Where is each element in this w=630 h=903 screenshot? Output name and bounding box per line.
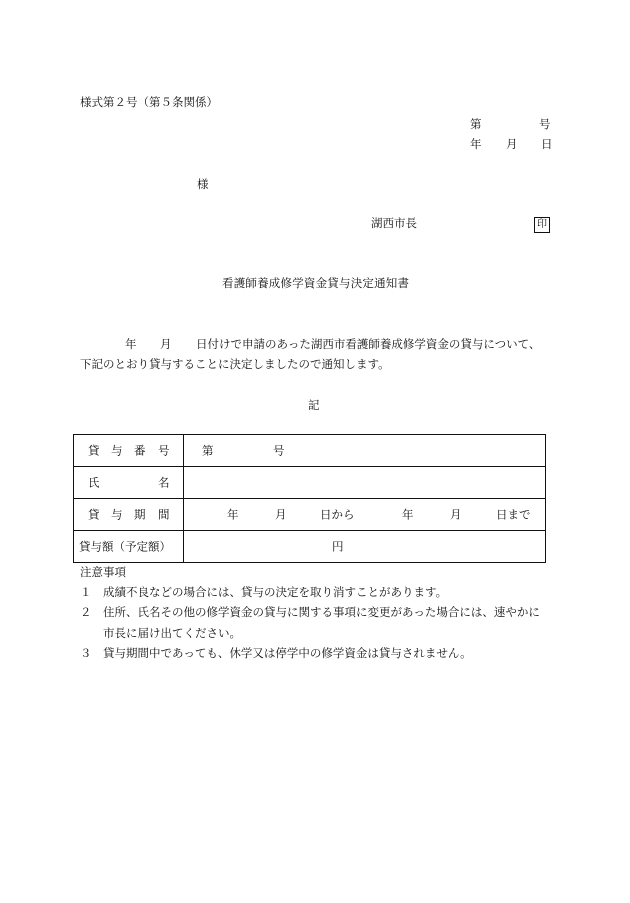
- body-line2: 下記のとおり貸与することに決定しましたので通知します。: [80, 357, 390, 371]
- label-char: 与: [111, 506, 123, 521]
- note-1-number: １: [80, 585, 92, 599]
- table-row-loan-period: [74, 499, 546, 531]
- body-line1: 日付けで申請のあった湖西市看護師養成修学資金の貸与について、: [196, 337, 541, 351]
- label-char: 貸: [88, 442, 100, 457]
- header-go: 号: [539, 117, 551, 131]
- body-nen: 年: [125, 337, 137, 351]
- notes-heading: 注意事項: [80, 565, 126, 579]
- label-char: 貸: [88, 506, 100, 521]
- label-char: 番: [134, 442, 146, 457]
- ki-label: 記: [308, 398, 320, 412]
- label-text: 貸与額（予定額）: [79, 538, 171, 553]
- period-end-tsuki: 月: [450, 506, 462, 521]
- table-row-loan-amount: [74, 531, 546, 563]
- label-loan-period: [74, 499, 184, 531]
- value-loan-number: [184, 435, 546, 467]
- header-dai: 第: [470, 117, 482, 131]
- header-hi: 日: [541, 137, 553, 151]
- label-loan-number: [74, 435, 184, 467]
- period-end-made: 日まで: [496, 506, 531, 521]
- note-3-text: 貸与期間中であっても、休学又は停学中の修学資金は貸与されません。: [103, 646, 472, 660]
- header-tsuki: 月: [506, 137, 518, 151]
- period-start-kara: 日から: [320, 506, 355, 521]
- form-number: 様式第２号（第５条関係）: [80, 95, 218, 109]
- value-name: [184, 467, 546, 499]
- loan-number-dai: 第: [202, 442, 214, 457]
- loan-table: [73, 434, 546, 563]
- amount-yen: 円: [332, 538, 344, 553]
- label-char: 与: [111, 442, 123, 457]
- table-row-name: [74, 467, 546, 499]
- note-1-text: 成績不良などの場合には、貸与の決定を取り消すことがあります。: [103, 585, 448, 599]
- loan-number-go: 号: [273, 442, 285, 457]
- label-char: 氏: [88, 474, 100, 489]
- period-start-tsuki: 月: [275, 506, 287, 521]
- value-loan-amount: [184, 531, 546, 563]
- label-name: [74, 467, 184, 499]
- table-row-loan-number: [74, 435, 546, 467]
- note-2-text: 住所、氏名その他の修学資金の貸与に関する事項に変更があった場合には、速やかに: [103, 605, 540, 619]
- label-char: 間: [158, 506, 170, 521]
- seal-box: 印: [534, 217, 550, 233]
- note-2-number: ２: [80, 605, 92, 619]
- body-tsuki: 月: [160, 337, 172, 351]
- label-char: 名: [158, 474, 170, 489]
- label-char: 号: [158, 442, 170, 457]
- header-nen: 年: [470, 137, 482, 151]
- label-char: 期: [134, 506, 146, 521]
- value-loan-period: [184, 499, 546, 531]
- note-2-continuation: 市長に届け出てください。: [103, 626, 241, 640]
- label-loan-amount: [74, 531, 184, 563]
- issuer-mayor: 湖西市長: [371, 216, 417, 230]
- addressee-sama: 様: [197, 177, 209, 191]
- period-start-nen: 年: [227, 506, 239, 521]
- note-3-number: ３: [80, 646, 92, 660]
- period-end-nen: 年: [402, 506, 414, 521]
- document-title: 看護師養成修学資金貸与決定通知書: [222, 276, 410, 290]
